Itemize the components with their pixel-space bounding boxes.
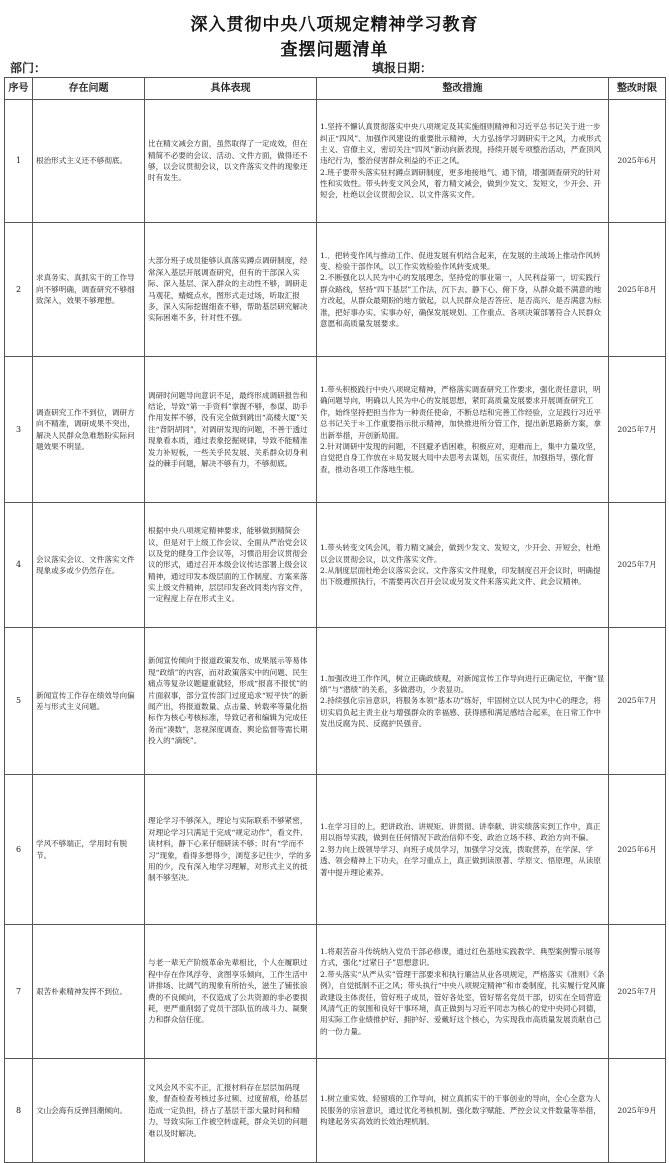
document-title: 深入贯彻中央八项规定精神学习教育 [190,15,479,35]
row-deadline: 2025年6月 [609,775,666,925]
measure-item: 2.努力向上级领导学习、向班子成员学习，加强学习交流，拨取营养，在学深、学透、领会精神上下功夫，在学习重点上，真正做到读原著、学原文、悟原理，从读原著中提升理论素养。 [320,844,601,877]
column-header-measures: 整改措施 [317,78,609,100]
row-deadline: 2025年7月 [609,503,666,628]
table-row [5,357,666,503]
row-detail: 比在精文减会方面，虽然取得了一定成效，但在精简不必要的会议、活动、文件方面，做得还不够，以会议贯彻会议，以文件落实文件的现象还时有发生。 [145,100,317,223]
issues-table [4,77,666,1163]
measure-item: 2.从制度层面杜绝会议落实会议、文件落实文件现象，印发制度召开会议时，明确提出下级遵照执行，不需要再次召开会议或另发文件来落实此文件、此会议精神。 [320,566,601,587]
measure-item: 2.不断强化以人民为中心的发展理念，坚持党的事业第一，人民利益第一，切实践行群众路线，坚持“四下基层”工作法，沉下去、静下心、俯下身，从群众最不满意的地方改起，从群众最期盼的地方做起，以人民群众是否答应、是否高兴、是否满意为标准，把好事办实、实事办好，确保发展规划、工作重点、各项决策部署符合人民群众意愿和高质量发展要求。 [320,273,602,328]
row-deadline: 2025年7月 [609,357,666,503]
measure-item: 1.加强改进工作作风，树立正确政绩观，对新闻宣传工作导向进行正确定位，平衡“显绩”与“潜绩”的关系，多做潜功，少表显功。 [320,673,605,694]
row-detail: 文风会风不实不正，汇报材料存在层层加码现象，督查检查考核过多过频、过度留痕，给基层造成一定负担，挤占了基层干部大量时间和精力，导致实际工作被空转虚耗，群众关切的问题难以及时解决。 [145,1059,317,1163]
row-measures [317,1059,609,1163]
department-label: 部门： [10,61,47,75]
row-measures [317,628,609,775]
row-deadline: 2025年7月 [609,925,666,1059]
row-measures [317,223,609,357]
table-row [5,503,666,628]
measure-item: 1.带头转变文风会风，着力精文减会，做到少发文、发短文，少开会、开短会，杜绝以会议贯彻会议，以文件落实文件。 [320,543,601,564]
report-date-label: 填报日期： [372,61,433,75]
document-subtitle: 查摆问题清单 [280,40,389,60]
column-header-index: 序号 [5,78,33,100]
measure-item: 1.坚持不懈认真贯彻落实中央八项规定及其实施细则精神和习近平总书记关于进一步纠正“四风”、加强作风建设的重要批示精神，大力弘扬学习调研实干之风，力戒形式主义、官僚主义，密切关注“四风”新动向新表现，持续开展专项整治活动，严查顶风违纪行为，整治侵害群众利益的不正之风。 [320,122,602,166]
row-problem: 会议落实会议、文件落实文件现象或多或少仍然存在。 [33,503,145,628]
table-row [5,223,666,357]
row-index: 4 [5,503,33,628]
row-index: 5 [5,628,33,775]
row-index: 6 [5,775,33,925]
row-measures [317,357,609,503]
row-detail: 理论学习不够深入，理论与实际联系不够紧密，对理论学习只满足于完成“规定动作”，看文件、读材料，静下心来仔细研读不够；时有“学而不习”现象，看得多想得少，浏览多记住少，学的多用的少，没有深入地学习理解，对形式主义的抵制不够坚决。 [145,775,317,925]
row-problem: 学风不够端正，学用时有脱节。 [33,775,145,925]
row-index: 2 [5,223,33,357]
row-deadline: 2025年6月 [609,100,666,223]
table-row [5,100,666,223]
row-index: 8 [5,1059,33,1163]
row-deadline: 2025年7月 [609,628,666,775]
row-index: 1 [5,100,33,223]
row-deadline: 2025年8月 [609,223,666,357]
row-problem: 求真务实、真抓实干的工作导向不够明确，调查研究不够细致深入，效果不够理想。 [33,223,145,357]
table-row [5,628,666,775]
row-detail: 调研时问题导向意识不足，最终形成调研报告和结论，导致“第一手资料”掌握不够，参谋、助手作用发挥不够，没有完全做到跳出“高楼大厦”关注“背阴胡同”，对调研发现的问题，不善于透过现象看本质，通过表象挖掘规律，导致不能精准发力补短板，一些关乎民发展、关系群众切身利益的棘手问题，解决不够有力，不够彻底。 [145,357,317,503]
row-detail: 与老一辈无产阶级革命先辈相比，个人在履职过程中存在作风浮夸、贪图享乐倾向，工作生活中讲排场、比阔气的现象有所抬头，滋生了铺张浪费的不良倾向，不仅造成了公共资源的非必要损耗，更严重削弱了党员干部队伍的战斗力、凝聚力和群众信任度。 [145,925,317,1059]
row-problem: 文山会海有反弹回潮倾向。 [33,1059,145,1163]
measure-item: 1.树立重实效、轻留痕的工作导向，树立真抓实干的干事创业的导向，全心全意为人民服务的宗旨意识，通过优化考核机制、强化数字赋能、严控会议文件数量等举措，构建起务实高效的长效治理机制。 [320,1094,601,1127]
measure-item: 2.针对调研中发现的问题，不回避矛盾困难，积极应对，迎难而上，集中力量攻坚，自觉把自身工作放在＊局发展大局中去思考去谋划，压实责任，加强指导，强化督查，推动各项工作落地生根。 [320,441,601,474]
column-header-problem: 存在问题 [33,78,145,100]
measure-item: 2.带头落实“从严从实”管理干部要求和执行廉洁从业各项规定，严格落实《准则》《条例》，自觉抵制不正之风；带头执行“中央八项规定精神”和市委制度，扎实履行党风廉政建设主体责任，管好班子成员，管好各处室，管好帮名党员干部，切实在全局营造风清气正的氛围和良好干事环境，真正做到与习近平同志为核心的党中央同心同德，用实际工作业绩推护好、拥护好、爱戴好这个核心，为实现我市高质量发展贡献自己的一份力量。 [320,969,605,1036]
measure-item: 1.在学习目的上，把讲政治、讲规矩、讲贯彻、讲奉献、讲实绩落实到工作中，真正用以指导实践，做到在任何情况下政治信仰不变、政治立场不移、政治方向不偏。 [320,822,601,843]
column-header-deadline: 整改时限 [609,78,666,100]
table-row [5,775,666,925]
row-measures [317,925,609,1059]
measure-item: 1.将艰苦奋斗传统纳入党员干部必修课，通过红色基地实践教学、典型案例警示展等方式，强化“过紧日子”思想意识。 [320,946,601,968]
row-problem: 新闻宣传工作存在绩效导向偏差与形式主义问题。 [33,628,145,775]
row-index: 7 [5,925,33,1059]
row-problem: 调查研究工作不到位，调研方向不精准，调研成果不突出，解决人民群众急难愁盼实际问题效果不明显。 [33,357,145,503]
row-detail: 大部分班子成员能够认真落实蹲点调研制度，经常深入基层开展调查研究，但有的干部深入实际、深入基层、深入群众的主动性不够，调研走马观花，蜻蜓点水，图形式走过场，听取汇报多，深入实际挖掘细查不够，帮助基层研究解决实际困难不多，针对性不强。 [145,223,317,357]
row-deadline: 2025年9月 [609,1059,666,1163]
row-detail: 新闻宣传倾向于报道政策发布、成果展示等易体现“政绩”的内容，而对政策落实中的问题、民生痛点等复杂议题避重就轻，形成“报喜不报忧”的片面叙事，部分宣传部门过度追求“短平快”的新闻产出，将报道数量、点击量、转载率等量化指标作为核心考核标准，导致记者和编辑为完成任务而“凑数”，忽视深度调查、舆论监督等需长期投入的“滴统”。 [145,628,317,775]
measure-item: 1.带头积极践行中央八项规定精神，严格落实调查研究工作要求，强化责任意识，明确问题导向，明确以人民为中心的发展思想，紧盯高质量发展要求开展调查研究工作，始终坚持把担当作为一种责任使命，不断总结和完善工作经验，立足践行习近平总书记关于＊工作重要指示批示精神，加快推进所分管工作，提出新思路新方案，拿出新举措，开创新局面。 [320,384,601,440]
row-measures [317,775,609,925]
column-header-detail: 具体表现 [145,78,317,100]
table-header-row [5,78,666,100]
table-row [5,1059,666,1163]
row-detail: 根据中央八项规定精神要求，能够做到精简会议，但是对于上级工作会议、全面从严治党会议以及党的健身工作会议等，习惯沿用会议贯彻会议的形式，通过召开本级会议传达部署上级会议精神，通过印发本级层面的工作制度、方案来落实上级文件精神，层层印发套改同类内容文件，一定程度上存在形式主义。 [145,503,317,628]
row-measures [317,100,609,223]
measure-item: 2.班子要带头落实驻村蹲点调研制度，更多地接地气、通下情，增强调查研究的针对性和实效性。带头转变文风会风，着力精文减会，做到少发文、发短文，少开会、开短会，杜绝以会议贯彻会议、以文件落实文件。 [320,167,601,200]
row-problem: 根治形式主义还不够彻底。 [33,100,145,223]
table-row [5,925,666,1059]
row-index: 3 [5,357,33,503]
row-problem: 艰苦朴素精神发挥不到位。 [33,925,145,1059]
measure-item: 1.．把转变作风与推动工作、促进发展有机结合起来，在发展的主战场上推动作风转变、检验干部作风，以工作实效检验作风转变成果。 [320,250,601,272]
measure-item: 2.持续强化宗旨意识，将服务本领“基本功”练好，牢固树立以人民为中心的理念，将切实肩负起主责主业与增强群众的幸福感、获得感和满足感结合起来，在日常工作中发出反腐为民、反腐护民强音。 [320,696,601,729]
row-measures [317,503,609,628]
